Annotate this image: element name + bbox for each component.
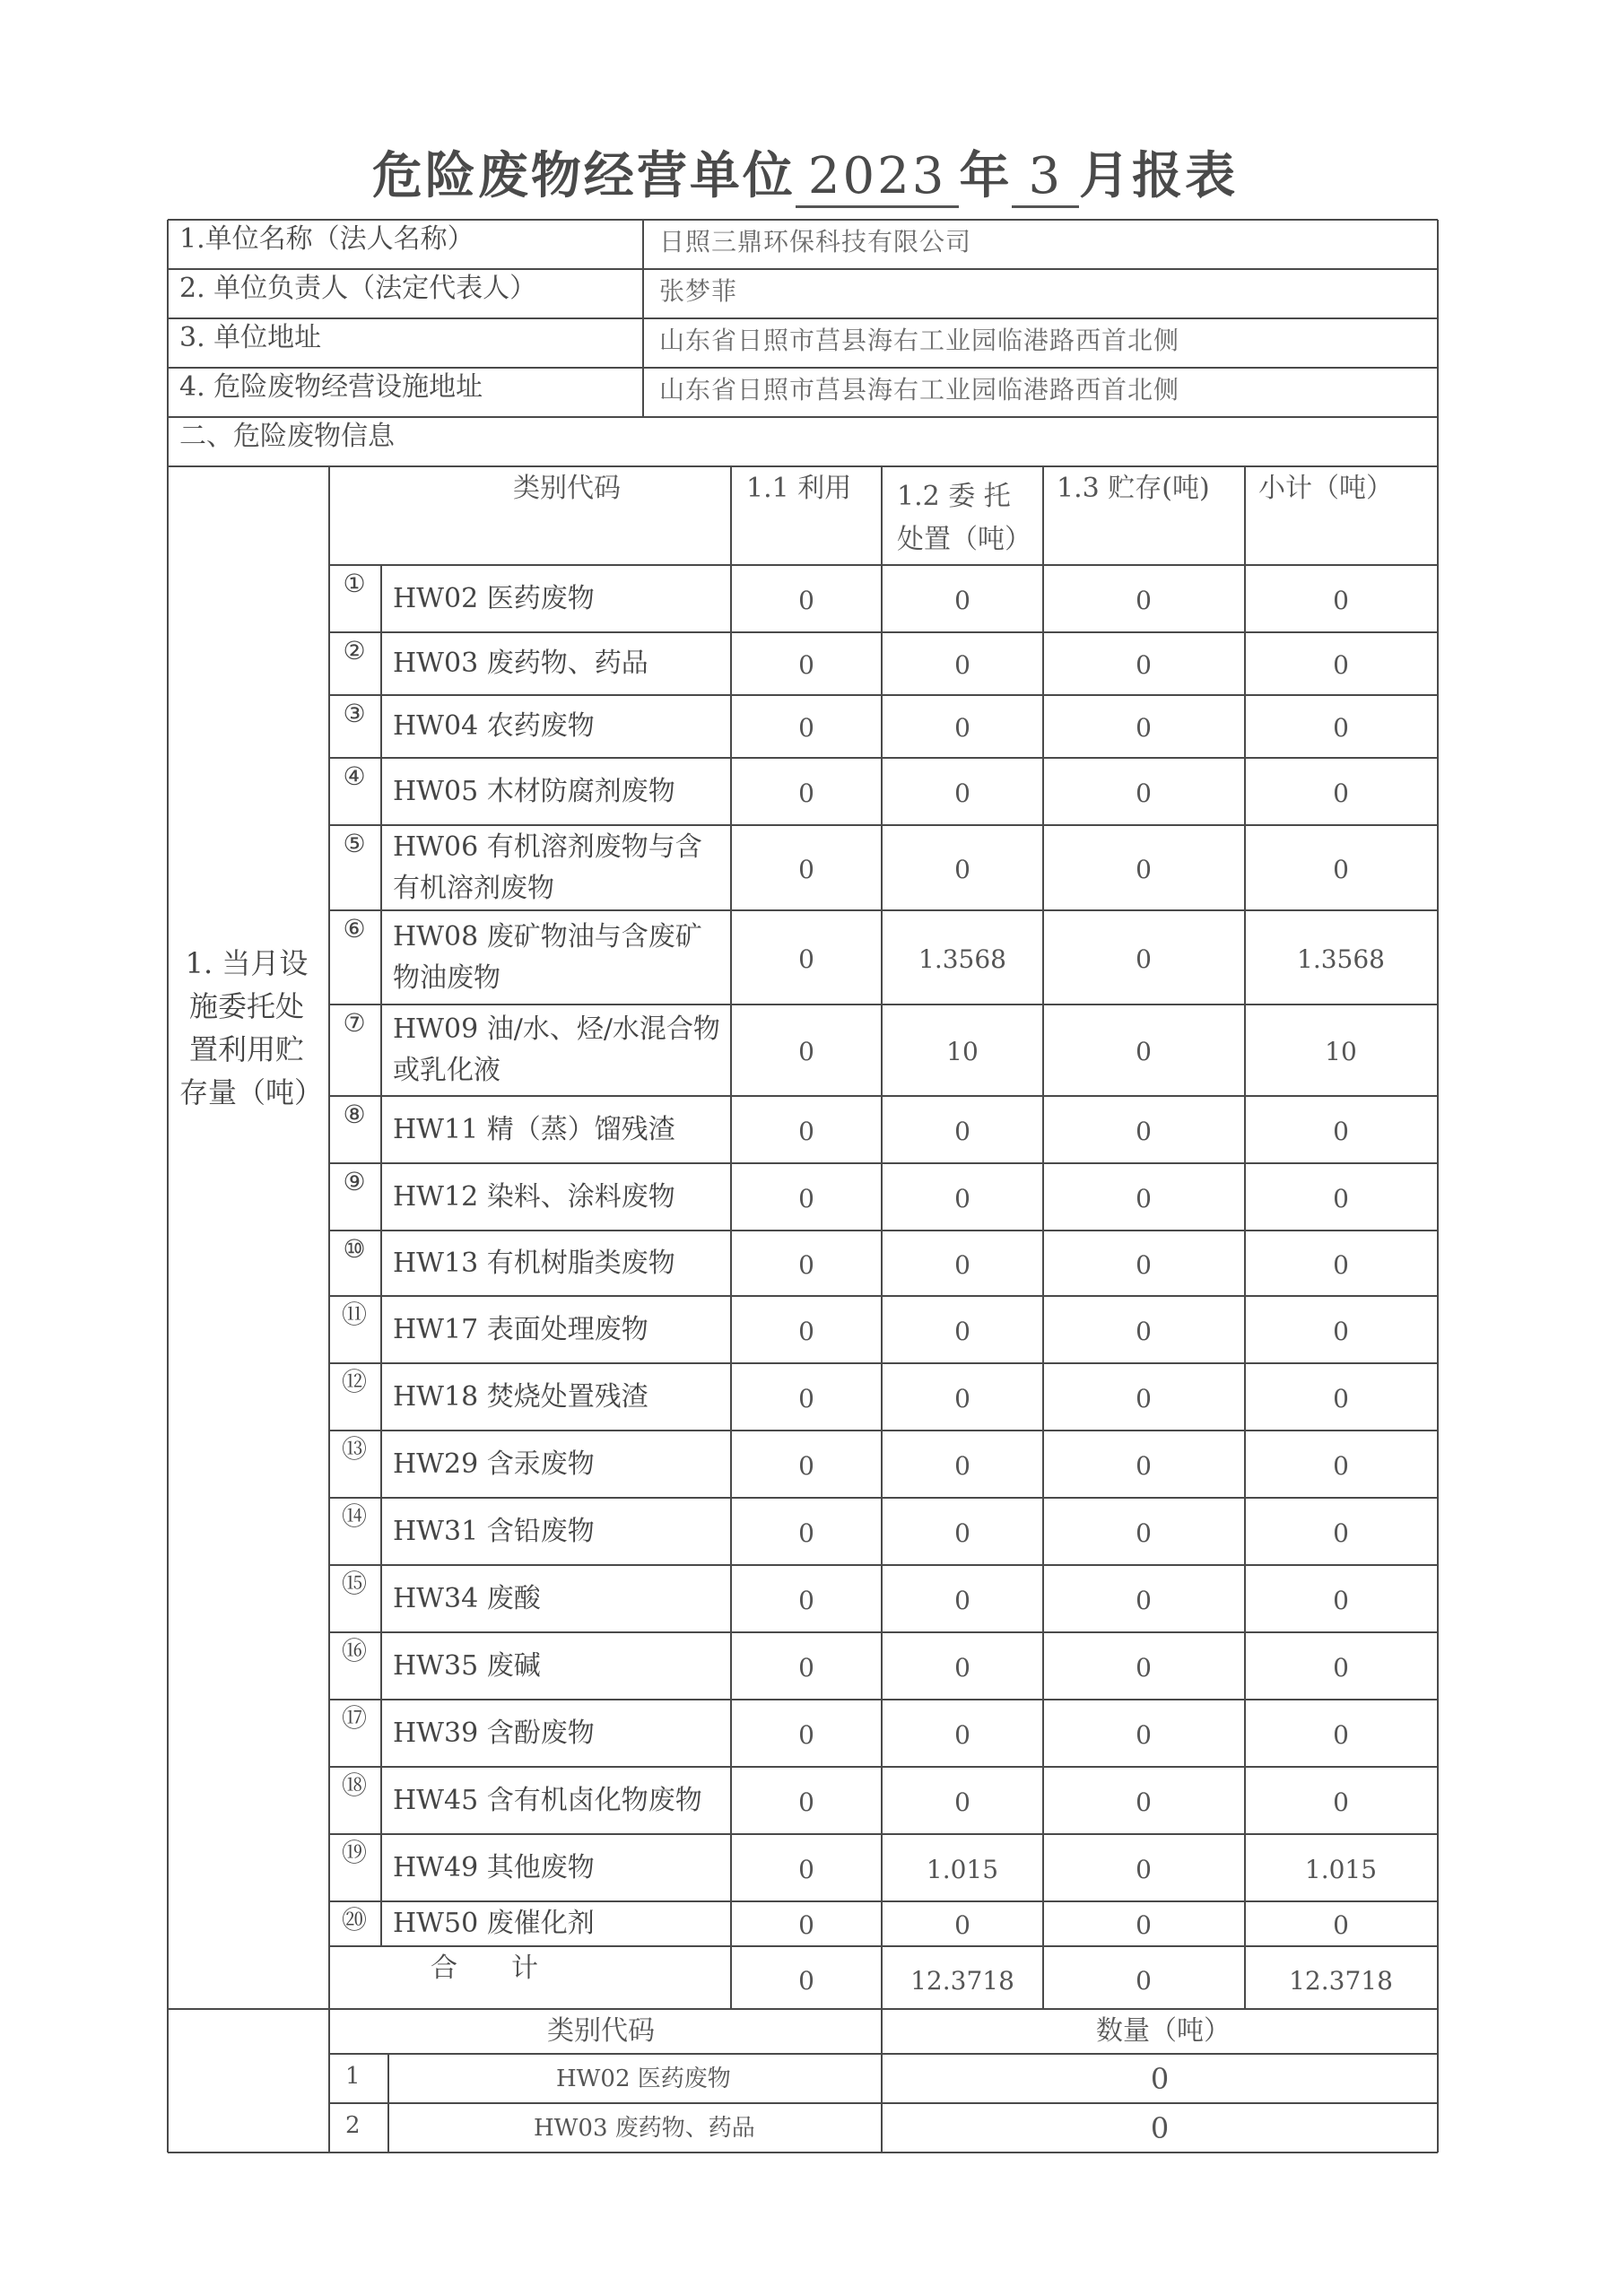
waste-category-name-line: HW50 废催化剂 <box>393 1908 595 1939</box>
waste-category-name-line: 有机溶剂废物 <box>393 872 554 904</box>
waste-category-name <box>393 1578 541 1620</box>
cell-storage: 0 <box>1136 778 1152 808</box>
waste-category-name <box>393 1848 595 1889</box>
cell-entrust: 0 <box>954 650 970 680</box>
total-label: 合 计 <box>431 1952 538 1984</box>
waste-category-name-line: HW13 有机树脂类废物 <box>393 1247 675 1279</box>
waste-category-name <box>393 1903 595 1944</box>
header-use: 1.1 利用 <box>746 473 852 504</box>
cell-subtotal: 0 <box>1333 1450 1349 1481</box>
cell-subtotal: 0 <box>1333 713 1349 743</box>
title-suffix: 月报表 <box>1079 146 1239 205</box>
cell-storage: 0 <box>1136 1518 1152 1548</box>
cell-use: 0 <box>798 585 814 615</box>
cell-storage: 0 <box>1136 1383 1152 1413</box>
waste-category-name <box>393 1009 720 1091</box>
side-label-line: 置利用贮 <box>188 1032 304 1066</box>
cell-use: 0 <box>798 944 814 974</box>
waste-category-name-line: HW45 含有机卤化物废物 <box>393 1784 702 1816</box>
cell-storage: 0 <box>1136 1585 1152 1615</box>
waste-category-name-line: 物油废物 <box>393 961 500 994</box>
waste-category-name-line: 或乳化液 <box>393 1055 500 1086</box>
cell-entrust: 1.3568 <box>918 944 1006 974</box>
header-entrust-line: 1.2 委 托 <box>897 481 1011 512</box>
cell-entrust: 0 <box>954 1249 970 1280</box>
cell-storage: 0 <box>1136 1116 1152 1146</box>
waste-category-name-line: HW12 染料、涂料废物 <box>393 1180 675 1213</box>
row-number-badge: ⑪ <box>341 1300 367 1329</box>
table2-row-qty: 0 <box>1150 2062 1170 2096</box>
unit-name-value: 日照三鼎环保科技有限公司 <box>659 227 972 257</box>
cell-subtotal: 1.015 <box>1304 1854 1378 1884</box>
cell-entrust: 0 <box>954 1787 970 1817</box>
cell-subtotal: 0 <box>1333 1116 1349 1146</box>
waste-category-name-line: HW29 含汞废物 <box>393 1448 595 1480</box>
table2-row-name: HW03 废药物、药品 <box>534 2115 755 2142</box>
cell-entrust: 0 <box>954 1316 970 1346</box>
cell-subtotal: 0 <box>1333 1316 1349 1346</box>
row-number-badge: ⑥ <box>343 914 366 944</box>
report-title <box>0 136 1610 208</box>
cell-subtotal: 0 <box>1333 854 1349 884</box>
side-label-line: 1. 当月设 <box>185 946 309 980</box>
cell-subtotal: 0 <box>1333 1910 1349 1940</box>
cell-use: 0 <box>798 1116 814 1146</box>
cell-storage: 0 <box>1136 1183 1152 1213</box>
waste-category-name <box>393 1309 648 1351</box>
section-title: 二、危险废物信息 <box>179 421 395 452</box>
total-use: 0 <box>798 1966 814 1996</box>
cell-entrust: 0 <box>954 1518 970 1548</box>
cell-use: 0 <box>798 713 814 743</box>
waste-category-name <box>393 1243 675 1284</box>
cell-use: 0 <box>798 1585 814 1615</box>
row-number-badge: ⑭ <box>341 1501 367 1531</box>
waste-category-name-line: HW03 废药物、药品 <box>393 648 648 679</box>
cell-use: 0 <box>798 1249 814 1280</box>
waste-category-name-line: HW08 废矿物油与含废矿 <box>393 920 702 952</box>
cell-entrust: 1.015 <box>926 1854 999 1884</box>
cell-entrust: 0 <box>954 585 970 615</box>
header-code: 类别代码 <box>513 473 621 504</box>
waste-category-name <box>393 1646 541 1687</box>
row-number-badge: ③ <box>343 699 366 728</box>
cell-entrust: 0 <box>954 1383 970 1413</box>
table2-qty-header: 数量（吨） <box>1096 2015 1231 2047</box>
row-number-badge: ⑲ <box>341 1838 367 1867</box>
waste-category-name <box>393 1177 675 1218</box>
waste-category-name-line: HW35 废碱 <box>393 1649 541 1682</box>
cell-storage: 0 <box>1136 1787 1152 1817</box>
waste-category-name <box>393 917 702 999</box>
cell-storage: 0 <box>1136 1316 1152 1346</box>
cell-entrust: 0 <box>954 1719 970 1750</box>
total-entrust: 12.3718 <box>910 1966 1014 1996</box>
unit-name-label: 1.单位名称（法人名称） <box>179 223 474 255</box>
leader-value: 张梦菲 <box>659 276 738 306</box>
waste-category-name-line: HW06 有机溶剂废物与含 <box>393 831 702 863</box>
cell-entrust: 10 <box>946 1037 979 1066</box>
waste-category-name <box>393 706 595 747</box>
title-month: 3 <box>1012 147 1079 208</box>
row-number-badge: ① <box>343 569 366 598</box>
cell-use: 0 <box>798 1652 814 1683</box>
cell-storage: 0 <box>1136 854 1152 884</box>
side-label-line: 施委托处 <box>188 989 304 1023</box>
waste-category-name-line: HW49 其他废物 <box>393 1851 595 1883</box>
cell-storage: 0 <box>1136 1652 1152 1683</box>
title-year-unit: 年 <box>959 146 1013 205</box>
row-number-badge: ⑨ <box>343 1167 366 1196</box>
waste-category-name-line: HW17 表面处理废物 <box>393 1313 648 1345</box>
title-year: 2023 <box>796 147 960 208</box>
cell-storage: 0 <box>1136 944 1152 974</box>
waste-category-name-line: HW34 废酸 <box>393 1582 541 1614</box>
cell-entrust: 0 <box>954 1183 970 1213</box>
cell-subtotal: 0 <box>1333 1585 1349 1615</box>
waste-category-name <box>393 1444 595 1485</box>
total-subtotal: 12.3718 <box>1289 1966 1393 1996</box>
cell-use: 0 <box>798 1719 814 1750</box>
cell-subtotal: 0 <box>1333 585 1349 615</box>
facility-address-label: 4. 危险废物经营设施地址 <box>179 371 483 403</box>
title-prefix: 危险废物经营单位 <box>371 146 796 205</box>
waste-category-name <box>393 827 702 909</box>
waste-category-name-line: HW11 精（蒸）馏残渣 <box>393 1113 675 1145</box>
table2-row-qty: 0 <box>1150 2111 1170 2145</box>
cell-entrust: 0 <box>954 1450 970 1481</box>
cell-entrust: 0 <box>954 1116 970 1146</box>
total-storage: 0 <box>1136 1966 1152 1996</box>
row-number-badge: ⑯ <box>341 1636 367 1665</box>
row-number-badge: ⑧ <box>343 1100 366 1129</box>
waste-category-name <box>393 771 675 813</box>
cell-use: 0 <box>798 1518 814 1548</box>
waste-category-name-line: HW04 农药废物 <box>393 710 595 742</box>
table2-row-no: 2 <box>345 2112 361 2139</box>
side-label <box>179 942 324 1114</box>
cell-entrust: 0 <box>954 1585 970 1615</box>
cell-subtotal: 1.3568 <box>1297 944 1385 974</box>
waste-category-name <box>393 1511 595 1552</box>
waste-category-name <box>393 1780 702 1822</box>
cell-use: 0 <box>798 1787 814 1817</box>
cell-use: 0 <box>798 1450 814 1481</box>
cell-entrust: 0 <box>954 778 970 808</box>
waste-category-name-line: HW31 含铅废物 <box>393 1515 595 1547</box>
cell-storage: 0 <box>1136 650 1152 680</box>
cell-subtotal: 0 <box>1333 650 1349 680</box>
waste-category-name-line: HW18 焚烧处置残渣 <box>393 1380 648 1413</box>
waste-category-name <box>393 578 595 620</box>
cell-entrust: 0 <box>954 854 970 884</box>
cell-storage: 0 <box>1136 1037 1152 1066</box>
cell-use: 0 <box>798 854 814 884</box>
cell-storage: 0 <box>1136 585 1152 615</box>
cell-storage: 0 <box>1136 713 1152 743</box>
cell-storage: 0 <box>1136 1249 1152 1280</box>
side-label-line: 存量（吨） <box>179 1075 324 1109</box>
waste-category-name <box>393 643 648 684</box>
row-number-badge: ⑩ <box>343 1234 366 1264</box>
cell-use: 0 <box>798 1037 814 1066</box>
cell-subtotal: 0 <box>1333 1787 1349 1817</box>
table2-row-no: 1 <box>345 2063 361 2090</box>
cell-subtotal: 0 <box>1333 1183 1349 1213</box>
header-subtotal: 小计（吨） <box>1258 473 1393 504</box>
cell-subtotal: 10 <box>1325 1037 1357 1066</box>
row-number-badge: ⑱ <box>341 1770 367 1800</box>
header-storage: 1.3 贮存(吨) <box>1057 473 1210 504</box>
row-number-badge: ② <box>343 636 366 665</box>
waste-category-name <box>393 1377 648 1418</box>
waste-category-name-line: HW02 医药废物 <box>393 582 595 614</box>
row-number-badge: ⑤ <box>343 829 366 858</box>
waste-category-name <box>393 1713 595 1754</box>
facility-address-value: 山东省日照市莒县海右工业园临港路西首北侧 <box>659 375 1180 404</box>
cell-subtotal: 0 <box>1333 1383 1349 1413</box>
waste-category-name-line: HW05 木材防腐剂废物 <box>393 775 675 807</box>
cell-use: 0 <box>798 1854 814 1884</box>
cell-subtotal: 0 <box>1333 1652 1349 1683</box>
cell-use: 0 <box>798 650 814 680</box>
table2-row-name: HW02 医药废物 <box>556 2066 731 2092</box>
cell-use: 0 <box>798 1383 814 1413</box>
header-entrust <box>897 475 1031 561</box>
cell-entrust: 0 <box>954 1910 970 1940</box>
cell-storage: 0 <box>1136 1910 1152 1940</box>
waste-category-name-line: HW09 油/水、烃/水混合物 <box>393 1013 720 1045</box>
row-number-badge: ⑦ <box>343 1008 366 1038</box>
cell-use: 0 <box>798 1183 814 1213</box>
cell-entrust: 0 <box>954 713 970 743</box>
row-number-badge: ⑬ <box>341 1434 367 1464</box>
cell-use: 0 <box>798 1910 814 1940</box>
row-number-badge: ⑮ <box>341 1569 367 1598</box>
cell-storage: 0 <box>1136 1719 1152 1750</box>
table2-code-header: 类别代码 <box>547 2015 655 2047</box>
row-number-badge: ⑫ <box>341 1367 367 1396</box>
row-number-badge: ⑰ <box>341 1703 367 1733</box>
waste-category-name <box>393 1109 675 1151</box>
address-label: 3. 单位地址 <box>179 322 322 353</box>
cell-subtotal: 0 <box>1333 1719 1349 1750</box>
cell-subtotal: 0 <box>1333 1518 1349 1548</box>
row-number-badge: ④ <box>343 761 366 791</box>
cell-subtotal: 0 <box>1333 778 1349 808</box>
cell-storage: 0 <box>1136 1450 1152 1481</box>
row-number-badge: ⑳ <box>341 1905 367 1935</box>
address-value: 山东省日照市莒县海右工业园临港路西首北侧 <box>659 326 1180 355</box>
cell-entrust: 0 <box>954 1652 970 1683</box>
cell-use: 0 <box>798 1316 814 1346</box>
cell-storage: 0 <box>1136 1854 1152 1884</box>
header-entrust-line: 处置（吨） <box>897 524 1031 555</box>
cell-use: 0 <box>798 778 814 808</box>
cell-subtotal: 0 <box>1333 1249 1349 1280</box>
leader-label: 2. 单位负责人（法定代表人） <box>179 273 537 304</box>
waste-category-name-line: HW39 含酚废物 <box>393 1717 595 1749</box>
